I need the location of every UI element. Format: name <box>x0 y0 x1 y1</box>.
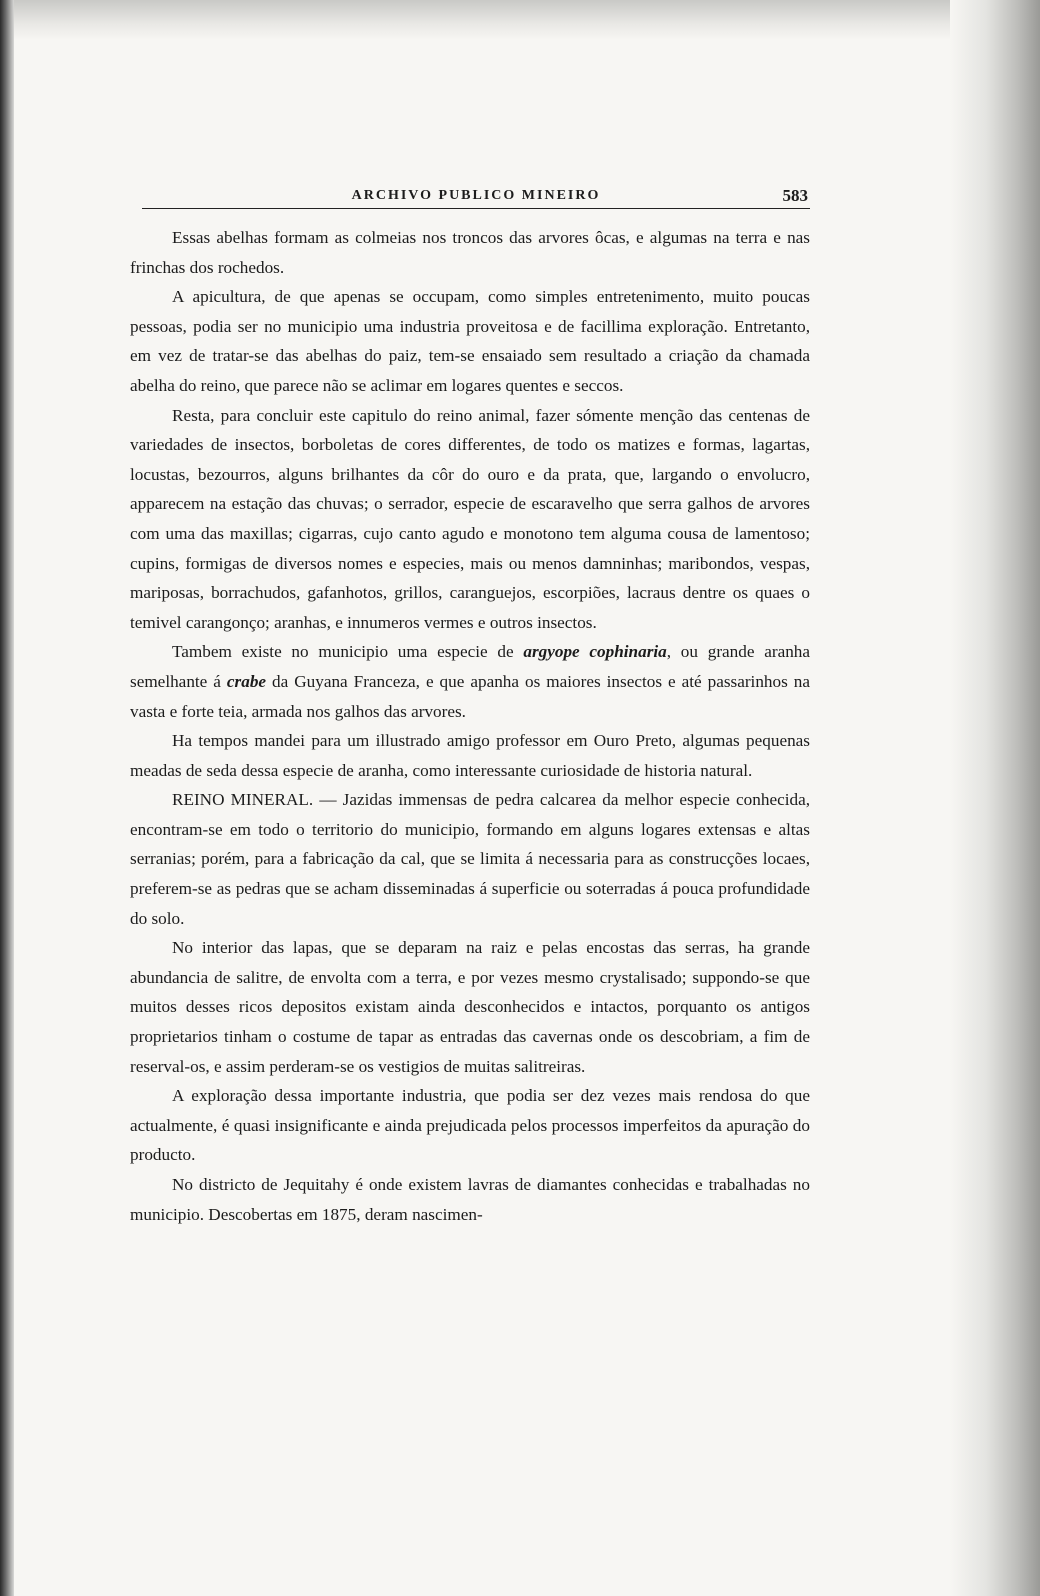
text-run: Tambem existe no municipio uma especie de <box>172 642 524 662</box>
paragraph <box>130 223 810 282</box>
text-run: Resta, para concluir este capitulo do reino animal, fazer sómente menção das centenas de variedades de insectos, borboletas de cores differentes, de todo os matizes e formas, lagartas, locustas, bezourros, alguns brilhantes da côr do ouro e da prata, que, largando o envolucro, apparecem na estação das chuvas; o serrador, especie de escaravelho que serra galhos de arvores com uma das maxillas; cigarras, cujo canto agudo e monotono tem alguma cousa de lamentoso; cupins, formigas de diversos nomes e especies, mais ou menos damninhas; maribondos, vespas, mariposas, borrachudos, gafanhotos, grillos, caranguejos, escorpiões, lacraus dentre os quaes o temivel carangonço; aranhas, e innumeros vermes e outros insectos. <box>130 405 810 632</box>
text-run: REINO MINERAL. — Jazidas immensas de pedra calcarea da melhor especie conhecida, encontram-se em todo o territorio do municipio, formando em alguns logares extensas e altas serranias; porém, para a fabricação da cal, que se limita á necessaria para as construcções locaes, preferem-se as pedras que se acham disseminadas á superficie ou soterradas á pouca profundidade do solo. <box>130 790 810 928</box>
text-run: A exploração dessa importante industria, que podia ser dez vezes mais rendosa do que actualmente, é quasi insignificante e ainda prejudicada pelos processos imperfeitos da apuração do producto. <box>130 1086 810 1165</box>
running-title: ARCHIVO PUBLICO MINEIRO <box>351 188 601 203</box>
text-run: Ha tempos mandei para um illustrado amigo professor em Ouro Preto, algumas pequenas meadas de seda dessa especie de aranha, como interessante curiosidade de historia natural. <box>130 731 810 780</box>
body-text <box>130 223 810 1229</box>
paragraph <box>130 933 810 1081</box>
text-run: da Guyana Franceza, e que apanha os maiores insectos e até passarinhos na vasta e forte teia, armada nos galhos das arvores. <box>130 671 810 721</box>
text-run: No districto de Jequitahy é onde existem lavras de diamantes conhecidas e trabalhadas no municipio. Descobertas em 1875, deram nascimen- <box>130 1175 810 1224</box>
scan-right-edge <box>950 0 1040 1596</box>
paragraph <box>130 726 810 785</box>
paragraph <box>130 1081 810 1170</box>
text-run: No interior das lapas, que se deparam na raiz e pelas encostas das serras, ha grande abundancia de salitre, de envolta com a terra, e por vezes mesmo crystalisado; suppondo-se que muitos desses ricos depositos existam ainda desconhecidos e intactos, porquanto os antigos proprietarios tinham o costume de tapar as entradas das cavernas onde os descobriam, a fim de reserval-os, e assim perderam-se os vestigios de muitas salitreiras. <box>130 938 810 1076</box>
paragraph <box>130 1170 810 1229</box>
text-run: Essas abelhas formam as colmeias nos troncos das arvores ôcas, e algumas na terra e nas frinchas dos rochedos. <box>130 228 810 277</box>
page-header <box>142 172 810 209</box>
paragraph <box>130 401 810 638</box>
page-number: 583 <box>782 186 808 205</box>
scan-top-edge <box>0 0 1040 40</box>
scan-left-edge <box>0 0 14 1596</box>
italic-term: argyope cophinaria <box>523 642 667 662</box>
text-run: , ou grande aranha semelhante á <box>130 642 811 691</box>
paragraph <box>130 785 810 933</box>
paragraph <box>130 282 810 400</box>
book-page <box>130 172 810 1229</box>
italic-term: crabe <box>226 671 267 691</box>
text-run: A apicultura, de que apenas se occupam, como simples entretenimento, muito poucas pessoas, podia ser no municipio uma industria proveitosa e de facillima exploração. Entretanto, em vez de tratar-se das abelhas do paiz, tem-se ensaiado sem resultado a criação da chamada abelha do reino, que parece não se aclimar em logares quentes e seccos. <box>130 287 810 395</box>
paragraph <box>130 637 810 726</box>
